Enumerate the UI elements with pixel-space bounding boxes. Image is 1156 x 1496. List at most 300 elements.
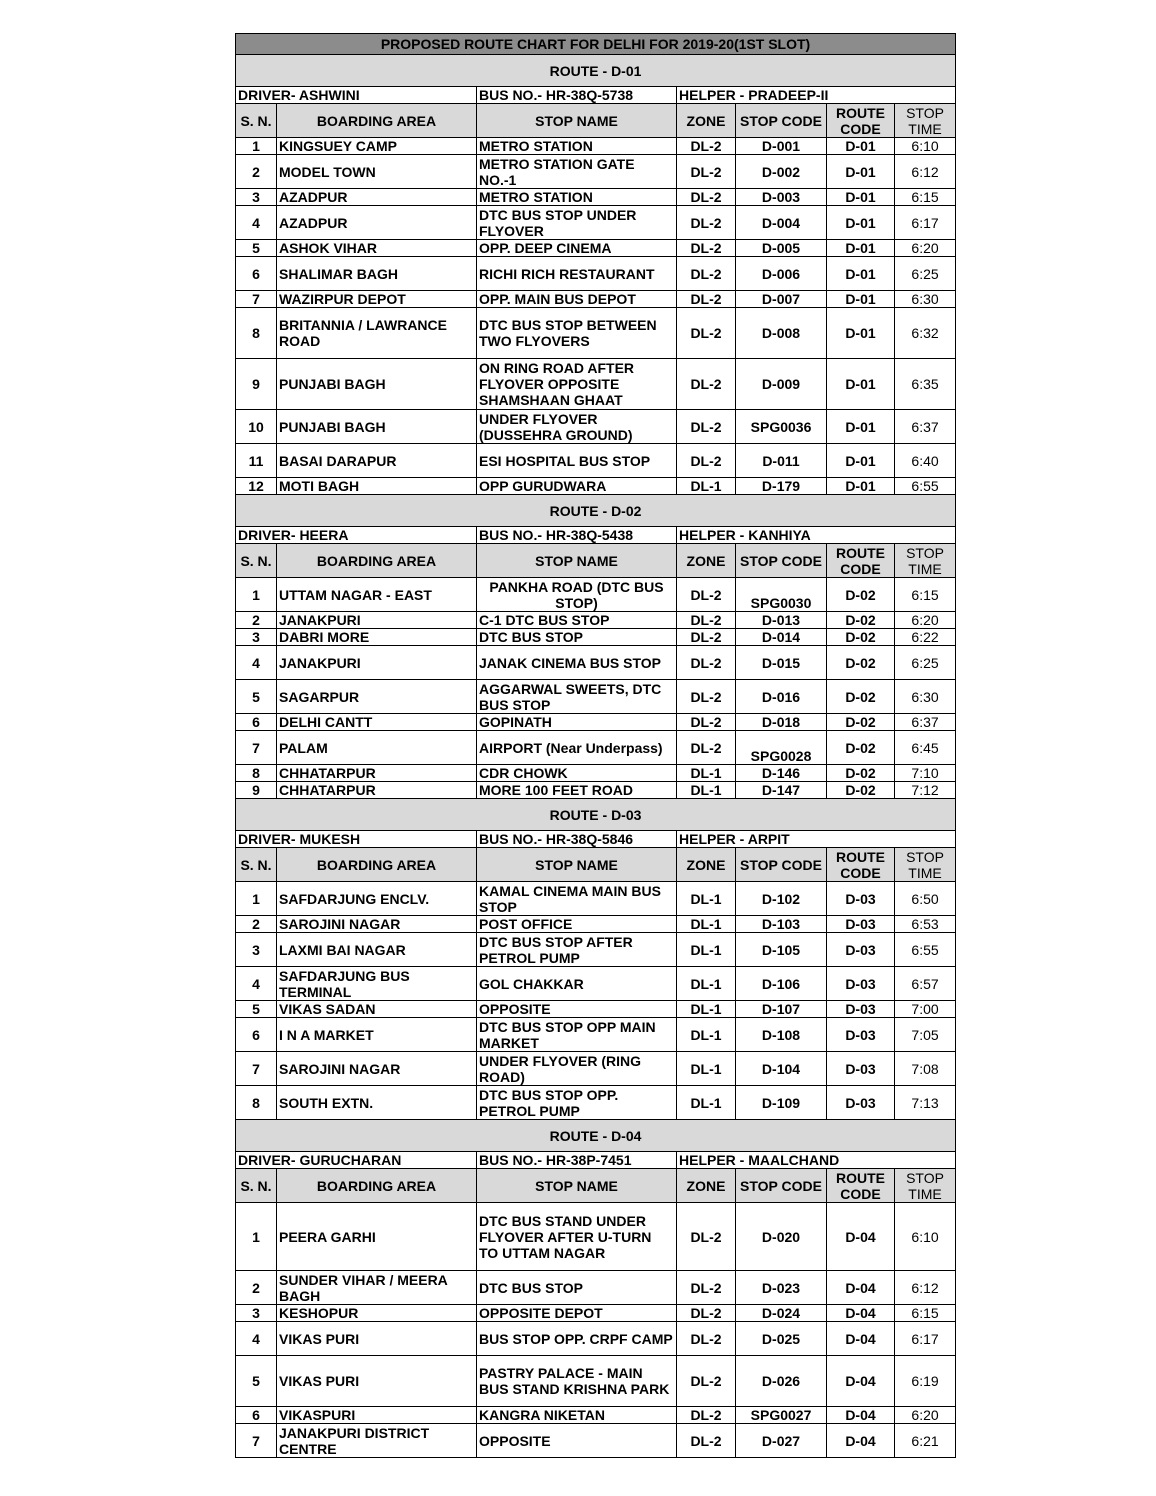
cell-zone: DL-1 bbox=[677, 967, 736, 1001]
driver-name: DRIVER- ASHWINI bbox=[236, 87, 477, 104]
table-row bbox=[236, 1086, 956, 1120]
cell-sn: 3 bbox=[236, 1305, 277, 1322]
cell-route-code: D-02 bbox=[827, 612, 895, 629]
cell-stop-time: 6:15 bbox=[895, 578, 956, 612]
cell-zone: DL-2 bbox=[677, 291, 736, 308]
cell-sn: 1 bbox=[236, 138, 277, 155]
cell-sn: 8 bbox=[236, 1086, 277, 1120]
cell-zone: DL-2 bbox=[677, 1322, 736, 1356]
cell-route-code: D-03 bbox=[827, 1001, 895, 1018]
cell-boarding-area: SOUTH EXTN. bbox=[277, 1086, 477, 1120]
route-meta-row bbox=[236, 831, 956, 848]
cell-sn: 2 bbox=[236, 612, 277, 629]
cell-stop-time: 7:05 bbox=[895, 1018, 956, 1052]
cell-stop-code: D-013 bbox=[736, 612, 827, 629]
cell-stop-code: SPG0030 bbox=[736, 578, 827, 612]
col-header-stop-time: STOP TIME bbox=[895, 544, 956, 578]
cell-stop-time: 6:10 bbox=[895, 138, 956, 155]
cell-stop-code: D-104 bbox=[736, 1052, 827, 1086]
cell-stop-name: KAMAL CINEMA MAIN BUS STOP bbox=[477, 882, 677, 916]
cell-boarding-area: PEERA GARHI bbox=[277, 1203, 477, 1271]
cell-stop-code: D-025 bbox=[736, 1322, 827, 1356]
cell-route-code: D-03 bbox=[827, 967, 895, 1001]
cell-stop-time: 7:12 bbox=[895, 782, 956, 799]
cell-boarding-area: DABRI MORE bbox=[277, 629, 477, 646]
bus-number: BUS NO.- HR-38Q-5846 bbox=[477, 831, 677, 848]
cell-route-code: D-04 bbox=[827, 1356, 895, 1407]
cell-stop-code: D-103 bbox=[736, 916, 827, 933]
cell-route-code: D-01 bbox=[827, 478, 895, 495]
table-row bbox=[236, 646, 956, 680]
cell-boarding-area: WAZIRPUR DEPOT bbox=[277, 291, 477, 308]
cell-stop-code: SPG0028 bbox=[736, 731, 827, 765]
cell-stop-name: KANGRA NIKETAN bbox=[477, 1407, 677, 1424]
table-row bbox=[236, 680, 956, 714]
table-row bbox=[236, 308, 956, 359]
cell-stop-name: METRO STATION GATE NO.-1 bbox=[477, 155, 677, 189]
cell-route-code: D-02 bbox=[827, 765, 895, 782]
cell-boarding-area: SAGARPUR bbox=[277, 680, 477, 714]
helper-name: HELPER - MAALCHAND bbox=[677, 1152, 956, 1169]
cell-sn: 1 bbox=[236, 1203, 277, 1271]
cell-sn: 1 bbox=[236, 882, 277, 916]
cell-stop-time: 6:17 bbox=[895, 1322, 956, 1356]
cell-stop-code: D-009 bbox=[736, 359, 827, 410]
cell-stop-name: CDR CHOWK bbox=[477, 765, 677, 782]
cell-stop-name: METRO STATION bbox=[477, 138, 677, 155]
table-row bbox=[236, 155, 956, 189]
table-row bbox=[236, 1424, 956, 1458]
cell-stop-name: OPPOSITE DEPOT bbox=[477, 1305, 677, 1322]
cell-route-code: D-02 bbox=[827, 680, 895, 714]
cell-stop-time: 6:35 bbox=[895, 359, 956, 410]
cell-sn: 3 bbox=[236, 933, 277, 967]
col-header-sn: S. N. bbox=[236, 104, 277, 138]
cell-route-code: D-01 bbox=[827, 308, 895, 359]
col-header-stop-name: STOP NAME bbox=[477, 848, 677, 882]
cell-route-code: D-04 bbox=[827, 1271, 895, 1305]
cell-route-code: D-02 bbox=[827, 578, 895, 612]
helper-name: HELPER - PRADEEP-II bbox=[677, 87, 956, 104]
cell-route-code: D-01 bbox=[827, 257, 895, 291]
cell-stop-name: ON RING ROAD AFTER FLYOVER OPPOSITE SHAMSHAAN GHAAT bbox=[477, 359, 677, 410]
cell-sn: 4 bbox=[236, 1322, 277, 1356]
cell-sn: 8 bbox=[236, 765, 277, 782]
cell-zone: DL-1 bbox=[677, 916, 736, 933]
cell-sn: 5 bbox=[236, 680, 277, 714]
cell-stop-name: DTC BUS STOP UNDER FLYOVER bbox=[477, 206, 677, 240]
cell-stop-code: D-107 bbox=[736, 1001, 827, 1018]
cell-zone: DL-1 bbox=[677, 782, 736, 799]
col-header-zone: ZONE bbox=[677, 104, 736, 138]
cell-route-code: D-04 bbox=[827, 1407, 895, 1424]
cell-route-code: D-01 bbox=[827, 359, 895, 410]
cell-boarding-area: SUNDER VIHAR / MEERA BAGH bbox=[277, 1271, 477, 1305]
cell-stop-code: D-006 bbox=[736, 257, 827, 291]
table-row bbox=[236, 1052, 956, 1086]
col-header-route-code: ROUTE CODE bbox=[827, 1169, 895, 1203]
cell-stop-time: 6:17 bbox=[895, 206, 956, 240]
table-row bbox=[236, 410, 956, 444]
cell-zone: DL-1 bbox=[677, 933, 736, 967]
cell-zone: DL-1 bbox=[677, 1052, 736, 1086]
cell-zone: DL-1 bbox=[677, 1001, 736, 1018]
cell-stop-name: OPP. DEEP CINEMA bbox=[477, 240, 677, 257]
cell-stop-name: OPP. MAIN BUS DEPOT bbox=[477, 291, 677, 308]
cell-zone: DL-2 bbox=[677, 612, 736, 629]
col-header-boarding-area: BOARDING AREA bbox=[277, 1169, 477, 1203]
cell-stop-code: SPG0036 bbox=[736, 410, 827, 444]
bus-number: BUS NO.- HR-38Q-5438 bbox=[477, 527, 677, 544]
cell-stop-time: 6:55 bbox=[895, 933, 956, 967]
cell-boarding-area: LAXMI BAI NAGAR bbox=[277, 933, 477, 967]
table-row bbox=[236, 612, 956, 629]
table-row bbox=[236, 478, 956, 495]
document-title-row bbox=[236, 34, 956, 55]
cell-stop-time: 6:37 bbox=[895, 714, 956, 731]
cell-stop-code: D-014 bbox=[736, 629, 827, 646]
cell-stop-name: METRO STATION bbox=[477, 189, 677, 206]
cell-boarding-area: UTTAM NAGAR - EAST bbox=[277, 578, 477, 612]
table-row bbox=[236, 138, 956, 155]
cell-stop-name: GOL CHAKKAR bbox=[477, 967, 677, 1001]
cell-stop-name: DTC BUS STOP bbox=[477, 1271, 677, 1305]
cell-boarding-area: KESHOPUR bbox=[277, 1305, 477, 1322]
cell-stop-time: 7:10 bbox=[895, 765, 956, 782]
route-title: ROUTE - D-03 bbox=[236, 799, 956, 831]
cell-stop-time: 6:37 bbox=[895, 410, 956, 444]
cell-stop-code: D-005 bbox=[736, 240, 827, 257]
table-row bbox=[236, 1271, 956, 1305]
cell-sn: 3 bbox=[236, 629, 277, 646]
cell-stop-time: 6:45 bbox=[895, 731, 956, 765]
cell-route-code: D-01 bbox=[827, 206, 895, 240]
cell-route-code: D-01 bbox=[827, 138, 895, 155]
cell-stop-time: 6:22 bbox=[895, 629, 956, 646]
cell-stop-name: DTC BUS STOP OPP. PETROL PUMP bbox=[477, 1086, 677, 1120]
cell-zone: DL-2 bbox=[677, 1424, 736, 1458]
cell-route-code: D-03 bbox=[827, 933, 895, 967]
cell-boarding-area: MODEL TOWN bbox=[277, 155, 477, 189]
cell-stop-time: 6:15 bbox=[895, 189, 956, 206]
cell-stop-time: 6:25 bbox=[895, 257, 956, 291]
cell-route-code: D-02 bbox=[827, 646, 895, 680]
cell-boarding-area: PALAM bbox=[277, 731, 477, 765]
cell-stop-code: D-108 bbox=[736, 1018, 827, 1052]
table-row bbox=[236, 629, 956, 646]
col-header-boarding-area: BOARDING AREA bbox=[277, 104, 477, 138]
route-chart-table bbox=[235, 33, 956, 1458]
helper-name: HELPER - KANHIYA bbox=[677, 527, 956, 544]
col-header-stop-code: STOP CODE bbox=[736, 848, 827, 882]
cell-stop-name: OPP GURUDWARA bbox=[477, 478, 677, 495]
cell-zone: DL-2 bbox=[677, 138, 736, 155]
cell-route-code: D-04 bbox=[827, 1203, 895, 1271]
cell-route-code: D-02 bbox=[827, 714, 895, 731]
cell-route-code: D-04 bbox=[827, 1424, 895, 1458]
cell-zone: DL-2 bbox=[677, 206, 736, 240]
cell-stop-code: D-002 bbox=[736, 155, 827, 189]
cell-sn: 9 bbox=[236, 782, 277, 799]
cell-stop-code: D-105 bbox=[736, 933, 827, 967]
col-header-stop-code: STOP CODE bbox=[736, 104, 827, 138]
cell-stop-name: PASTRY PALACE - MAIN BUS STAND KRISHNA PARK bbox=[477, 1356, 677, 1407]
table-row bbox=[236, 1018, 956, 1052]
cell-stop-code: D-007 bbox=[736, 291, 827, 308]
cell-route-code: D-03 bbox=[827, 882, 895, 916]
cell-stop-name: OPPOSITE bbox=[477, 1001, 677, 1018]
cell-stop-name: AIRPORT (Near Underpass) bbox=[477, 731, 677, 765]
cell-stop-code: D-027 bbox=[736, 1424, 827, 1458]
cell-stop-name: DTC BUS STAND UNDER FLYOVER AFTER U-TURN TO UTTAM NAGAR bbox=[477, 1203, 677, 1271]
route-meta-row bbox=[236, 527, 956, 544]
cell-stop-name: RICHI RICH RESTAURANT bbox=[477, 257, 677, 291]
table-row bbox=[236, 714, 956, 731]
column-header-row bbox=[236, 848, 956, 882]
col-header-route-code: ROUTE CODE bbox=[827, 848, 895, 882]
col-header-stop-code: STOP CODE bbox=[736, 1169, 827, 1203]
table-row bbox=[236, 731, 956, 765]
cell-stop-code: D-011 bbox=[736, 444, 827, 478]
cell-stop-name: C-1 DTC BUS STOP bbox=[477, 612, 677, 629]
table-row bbox=[236, 882, 956, 916]
cell-sn: 5 bbox=[236, 1001, 277, 1018]
cell-stop-time: 6:15 bbox=[895, 1305, 956, 1322]
cell-zone: DL-2 bbox=[677, 578, 736, 612]
cell-zone: DL-2 bbox=[677, 359, 736, 410]
cell-stop-name: AGGARWAL SWEETS, DTC BUS STOP bbox=[477, 680, 677, 714]
document-title: PROPOSED ROUTE CHART FOR DELHI FOR 2019-20(1ST SLOT) bbox=[236, 34, 956, 55]
cell-stop-time: 6:21 bbox=[895, 1424, 956, 1458]
cell-stop-name: UNDER FLYOVER (DUSSEHRA GROUND) bbox=[477, 410, 677, 444]
cell-zone: DL-2 bbox=[677, 308, 736, 359]
route-meta-row bbox=[236, 1152, 956, 1169]
cell-stop-name: DTC BUS STOP bbox=[477, 629, 677, 646]
col-header-route-code: ROUTE CODE bbox=[827, 104, 895, 138]
bus-number: BUS NO.- HR-38P-7451 bbox=[477, 1152, 677, 1169]
table-row bbox=[236, 444, 956, 478]
cell-stop-time: 6:10 bbox=[895, 1203, 956, 1271]
col-header-sn: S. N. bbox=[236, 1169, 277, 1203]
cell-stop-code: D-016 bbox=[736, 680, 827, 714]
table-row bbox=[236, 1407, 956, 1424]
cell-stop-name: JANAK CINEMA BUS STOP bbox=[477, 646, 677, 680]
col-header-stop-time: STOP TIME bbox=[895, 104, 956, 138]
cell-route-code: D-04 bbox=[827, 1322, 895, 1356]
cell-stop-code: D-179 bbox=[736, 478, 827, 495]
cell-stop-time: 7:00 bbox=[895, 1001, 956, 1018]
table-row bbox=[236, 1203, 956, 1271]
cell-boarding-area: VIKAS SADAN bbox=[277, 1001, 477, 1018]
col-header-stop-code: STOP CODE bbox=[736, 544, 827, 578]
cell-sn: 4 bbox=[236, 646, 277, 680]
col-header-boarding-area: BOARDING AREA bbox=[277, 848, 477, 882]
col-header-sn: S. N. bbox=[236, 544, 277, 578]
cell-route-code: D-03 bbox=[827, 1086, 895, 1120]
helper-name: HELPER - ARPIT bbox=[677, 831, 956, 848]
cell-boarding-area: DELHI CANTT bbox=[277, 714, 477, 731]
route-title: ROUTE - D-02 bbox=[236, 495, 956, 527]
cell-stop-time: 6:30 bbox=[895, 291, 956, 308]
cell-stop-code: D-109 bbox=[736, 1086, 827, 1120]
table-row bbox=[236, 933, 956, 967]
cell-stop-time: 6:20 bbox=[895, 1407, 956, 1424]
route-title-row bbox=[236, 495, 956, 527]
cell-zone: DL-1 bbox=[677, 478, 736, 495]
cell-stop-time: 6:40 bbox=[895, 444, 956, 478]
cell-zone: DL-1 bbox=[677, 1018, 736, 1052]
cell-boarding-area: MOTI BAGH bbox=[277, 478, 477, 495]
cell-stop-name: BUS STOP OPP. CRPF CAMP bbox=[477, 1322, 677, 1356]
cell-zone: DL-2 bbox=[677, 646, 736, 680]
route-title-row bbox=[236, 55, 956, 87]
driver-name: DRIVER- HEERA bbox=[236, 527, 477, 544]
table-row bbox=[236, 1305, 956, 1322]
cell-stop-time: 6:12 bbox=[895, 155, 956, 189]
cell-zone: DL-2 bbox=[677, 240, 736, 257]
cell-sn: 9 bbox=[236, 359, 277, 410]
cell-stop-code: D-023 bbox=[736, 1271, 827, 1305]
cell-zone: DL-1 bbox=[677, 882, 736, 916]
cell-zone: DL-1 bbox=[677, 1086, 736, 1120]
cell-stop-time: 6:32 bbox=[895, 308, 956, 359]
cell-route-code: D-01 bbox=[827, 410, 895, 444]
cell-boarding-area: SHALIMAR BAGH bbox=[277, 257, 477, 291]
cell-sn: 8 bbox=[236, 308, 277, 359]
cell-boarding-area: ASHOK VIHAR bbox=[277, 240, 477, 257]
cell-boarding-area: SAROJINI NAGAR bbox=[277, 916, 477, 933]
cell-stop-name: DTC BUS STOP AFTER PETROL PUMP bbox=[477, 933, 677, 967]
cell-boarding-area: SAFDARJUNG ENCLV. bbox=[277, 882, 477, 916]
cell-route-code: D-01 bbox=[827, 240, 895, 257]
cell-stop-time: 6:55 bbox=[895, 478, 956, 495]
cell-sn: 6 bbox=[236, 1018, 277, 1052]
col-header-sn: S. N. bbox=[236, 848, 277, 882]
table-row bbox=[236, 916, 956, 933]
cell-route-code: D-02 bbox=[827, 782, 895, 799]
cell-zone: DL-2 bbox=[677, 629, 736, 646]
cell-boarding-area: CHHATARPUR bbox=[277, 782, 477, 799]
cell-zone: DL-1 bbox=[677, 765, 736, 782]
cell-stop-name: ESI HOSPITAL BUS STOP bbox=[477, 444, 677, 478]
cell-sn: 12 bbox=[236, 478, 277, 495]
cell-stop-time: 6:20 bbox=[895, 612, 956, 629]
table-row bbox=[236, 1001, 956, 1018]
cell-route-code: D-01 bbox=[827, 291, 895, 308]
cell-stop-name: POST OFFICE bbox=[477, 916, 677, 933]
cell-boarding-area: BRITANNIA / LAWRANCE ROAD bbox=[277, 308, 477, 359]
cell-sn: 2 bbox=[236, 155, 277, 189]
cell-zone: DL-2 bbox=[677, 680, 736, 714]
cell-stop-name: MORE 100 FEET ROAD bbox=[477, 782, 677, 799]
cell-stop-code: D-004 bbox=[736, 206, 827, 240]
cell-stop-name: DTC BUS STOP OPP MAIN MARKET bbox=[477, 1018, 677, 1052]
col-header-stop-name: STOP NAME bbox=[477, 104, 677, 138]
table-row bbox=[236, 765, 956, 782]
cell-boarding-area: VIKASPURI bbox=[277, 1407, 477, 1424]
table-row bbox=[236, 1356, 956, 1407]
cell-sn: 1 bbox=[236, 578, 277, 612]
cell-stop-code: D-026 bbox=[736, 1356, 827, 1407]
column-header-row bbox=[236, 544, 956, 578]
route-meta-row bbox=[236, 87, 956, 104]
table-row bbox=[236, 782, 956, 799]
cell-boarding-area: PUNJABI BAGH bbox=[277, 359, 477, 410]
cell-boarding-area: CHHATARPUR bbox=[277, 765, 477, 782]
cell-zone: DL-2 bbox=[677, 257, 736, 291]
cell-boarding-area: SAROJINI NAGAR bbox=[277, 1052, 477, 1086]
col-header-stop-name: STOP NAME bbox=[477, 1169, 677, 1203]
col-header-route-code: ROUTE CODE bbox=[827, 544, 895, 578]
cell-zone: DL-2 bbox=[677, 1356, 736, 1407]
cell-stop-code: SPG0027 bbox=[736, 1407, 827, 1424]
cell-stop-code: D-003 bbox=[736, 189, 827, 206]
route-title-row bbox=[236, 1120, 956, 1152]
table-row bbox=[236, 189, 956, 206]
cell-sn: 3 bbox=[236, 189, 277, 206]
cell-stop-code: D-018 bbox=[736, 714, 827, 731]
driver-name: DRIVER- GURUCHARAN bbox=[236, 1152, 477, 1169]
cell-zone: DL-2 bbox=[677, 1271, 736, 1305]
cell-route-code: D-02 bbox=[827, 731, 895, 765]
col-header-stop-time: STOP TIME bbox=[895, 1169, 956, 1203]
cell-stop-time: 6:53 bbox=[895, 916, 956, 933]
cell-boarding-area: KINGSUEY CAMP bbox=[277, 138, 477, 155]
table-row bbox=[236, 967, 956, 1001]
cell-route-code: D-01 bbox=[827, 155, 895, 189]
cell-stop-time: 6:20 bbox=[895, 240, 956, 257]
table-row bbox=[236, 359, 956, 410]
cell-boarding-area: JANAKPURI bbox=[277, 646, 477, 680]
cell-zone: DL-2 bbox=[677, 444, 736, 478]
table-row bbox=[236, 257, 956, 291]
cell-stop-name: DTC BUS STOP BETWEEN TWO FLYOVERS bbox=[477, 308, 677, 359]
cell-sn: 4 bbox=[236, 206, 277, 240]
cell-stop-time: 6:50 bbox=[895, 882, 956, 916]
cell-stop-code: D-015 bbox=[736, 646, 827, 680]
cell-sn: 7 bbox=[236, 1424, 277, 1458]
cell-boarding-area: SAFDARJUNG BUS TERMINAL bbox=[277, 967, 477, 1001]
col-header-stop-name: STOP NAME bbox=[477, 544, 677, 578]
cell-boarding-area: JANAKPURI DISTRICT CENTRE bbox=[277, 1424, 477, 1458]
cell-stop-code: D-102 bbox=[736, 882, 827, 916]
cell-stop-code: D-024 bbox=[736, 1305, 827, 1322]
cell-boarding-area: AZADPUR bbox=[277, 206, 477, 240]
route-title-row bbox=[236, 799, 956, 831]
col-header-zone: ZONE bbox=[677, 544, 736, 578]
cell-boarding-area: VIKAS PURI bbox=[277, 1356, 477, 1407]
cell-boarding-area: I N A MARKET bbox=[277, 1018, 477, 1052]
cell-route-code: D-03 bbox=[827, 1018, 895, 1052]
cell-sn: 2 bbox=[236, 1271, 277, 1305]
table-row bbox=[236, 578, 956, 612]
cell-sn: 10 bbox=[236, 410, 277, 444]
route-title: ROUTE - D-01 bbox=[236, 55, 956, 87]
cell-stop-time: 6:30 bbox=[895, 680, 956, 714]
cell-stop-time: 6:25 bbox=[895, 646, 956, 680]
cell-stop-name: UNDER FLYOVER (RING ROAD) bbox=[477, 1052, 677, 1086]
cell-sn: 5 bbox=[236, 1356, 277, 1407]
cell-route-code: D-01 bbox=[827, 444, 895, 478]
cell-zone: DL-2 bbox=[677, 410, 736, 444]
cell-stop-time: 7:08 bbox=[895, 1052, 956, 1086]
table-row bbox=[236, 240, 956, 257]
cell-route-code: D-02 bbox=[827, 629, 895, 646]
cell-sn: 5 bbox=[236, 240, 277, 257]
col-header-zone: ZONE bbox=[677, 1169, 736, 1203]
cell-sn: 4 bbox=[236, 967, 277, 1001]
cell-sn: 7 bbox=[236, 731, 277, 765]
